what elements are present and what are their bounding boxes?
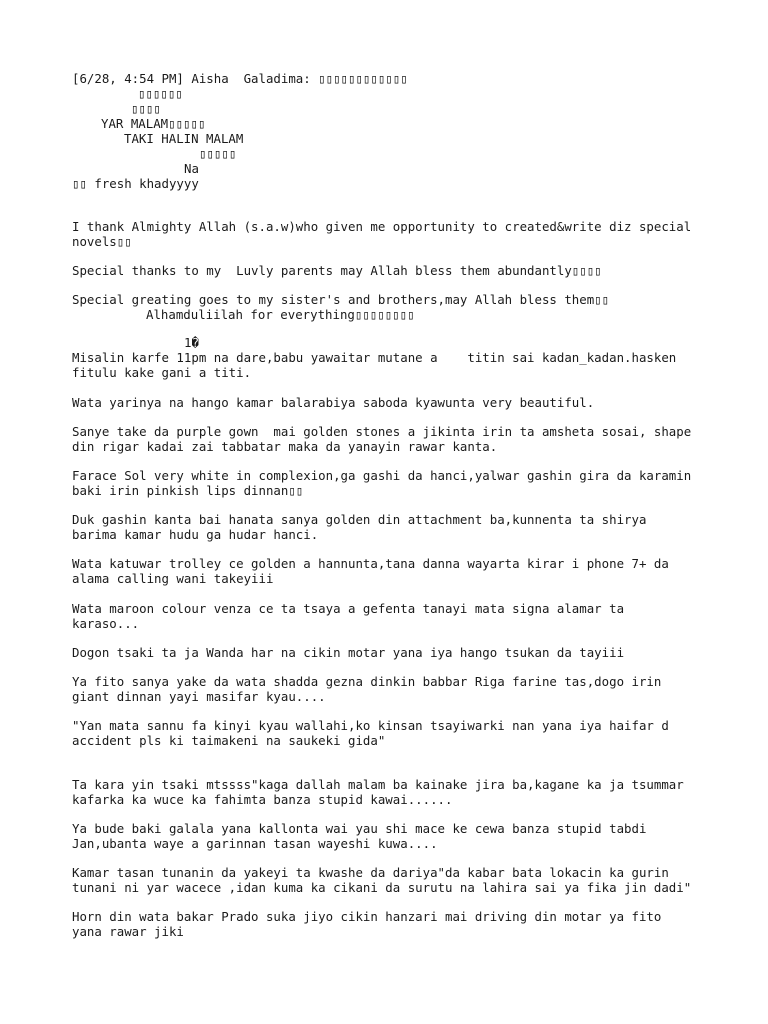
story-line: karaso... bbox=[72, 616, 140, 631]
dedication-line: I thank Almighty Allah (s.a.w)who given me opportunity to created&write diz special bbox=[72, 219, 692, 234]
story-line: Ya bude baki galala yana kallonta wai yau shi mace ke cewa banza stupid tabdi bbox=[72, 821, 647, 836]
story-line: kafarka ka wuce ka fahimta banza stupid kawai...... bbox=[72, 792, 453, 807]
story-line: Wata katuwar trolley ce golden a hannunta,tana danna wayarta kirar i phone 7+ da bbox=[72, 556, 669, 571]
story-line: Farace Sol very white in complexion,ga gashi da hanci,yalwar gashin gira da karamin bbox=[72, 468, 692, 483]
emoji-line: ▯▯▯▯▯ bbox=[199, 146, 237, 161]
story-line: yana rawar jiki bbox=[72, 924, 184, 939]
story-line: barima kamar hudu ga hudar hanci. bbox=[72, 527, 319, 542]
story-line: baki irin pinkish lips dinnan▯▯ bbox=[72, 483, 304, 498]
story-line: Sanye take da purple gown mai golden stones a jikinta irin ta amsheta sosai, shape bbox=[72, 424, 692, 439]
story-line: din rigar kadai zai tabbatar maka da yanayin rawar kanta. bbox=[72, 439, 498, 454]
emoji-line: ▯▯▯▯▯▯ bbox=[138, 86, 183, 101]
story-line: alama calling wani takeyiii bbox=[72, 571, 274, 586]
author-prefix: Na bbox=[184, 161, 199, 176]
story-line: Wata maroon colour venza ce ta tsaya a gefenta tanayi mata signa alamar ta bbox=[72, 601, 625, 616]
story-line: Wata yarinya na hango kamar balarabiya saboda kyawunta very beautiful. bbox=[72, 395, 595, 410]
chat-header-line: [6/28, 4:54 PM] Aisha Galadima: ▯▯▯▯▯▯▯▯▯▯▯▯ bbox=[72, 71, 408, 86]
dedication-line: Special greating goes to my sister's and brothers,may Allah bless them▯▯ bbox=[72, 292, 610, 307]
story-line: "Yan mata sannu fa kinyi kyau wallahi,ko kinsan tsayiwarki nan yana iya haifar d bbox=[72, 718, 669, 733]
title-line: YAR MALAM▯▯▯▯▯ bbox=[101, 116, 206, 131]
chapter-number: 1� bbox=[184, 335, 199, 350]
story-line: Misalin karfe 11pm na dare,babu yawaitar mutane a titin sai kadan_kadan.hasken bbox=[72, 350, 677, 365]
dedication-line: Alhamduliilah for everything▯▯▯▯▯▯▯▯ bbox=[146, 307, 415, 322]
dedication-line: Special thanks to my Luvly parents may Allah bless them abundantly▯▯▯▯ bbox=[72, 263, 602, 278]
story-line: fitulu kake gani a titi. bbox=[72, 365, 252, 380]
story-line: Dogon tsaki ta ja Wanda har na cikin motar yana iya hango tsukan da tayiii bbox=[72, 645, 625, 660]
story-line: tunani ni yar wacece ,idan kuma ka cikani da surutu na lahira sai ya fika jin dadi" bbox=[72, 880, 692, 895]
story-line: Duk gashin kanta bai hanata sanya golden din attachment ba,kunnenta ta shirya bbox=[72, 512, 647, 527]
story-line: giant dinnan yayi masifar kyau.... bbox=[72, 689, 326, 704]
story-line: accident pls ki taimakeni na saukeki gida" bbox=[72, 733, 386, 748]
story-line: Jan,ubanta waye a garinnan tasan wayeshi kuwa.... bbox=[72, 836, 438, 851]
dedication-line: novels▯▯ bbox=[72, 234, 132, 249]
author-name: ▯▯ fresh khadyyyy bbox=[72, 176, 199, 191]
title-line: TAKI HALIN MALAM bbox=[124, 131, 244, 146]
story-line: Kamar tasan tunanin da yakeyi ta kwashe da dariya"da kabar bata lokacin ka gurin bbox=[72, 865, 669, 880]
emoji-line: ▯▯▯▯ bbox=[131, 101, 161, 116]
story-line: Horn din wata bakar Prado suka jiyo cikin hanzari mai driving din motar ya fito bbox=[72, 909, 662, 924]
story-line: Ya fito sanya yake da wata shadda gezna dinkin babbar Riga farine tas,dogo irin bbox=[72, 674, 662, 689]
story-line: Ta kara yin tsaki mtssss"kaga dallah malam ba kainake jira ba,kagane ka ja tsummar bbox=[72, 777, 684, 792]
